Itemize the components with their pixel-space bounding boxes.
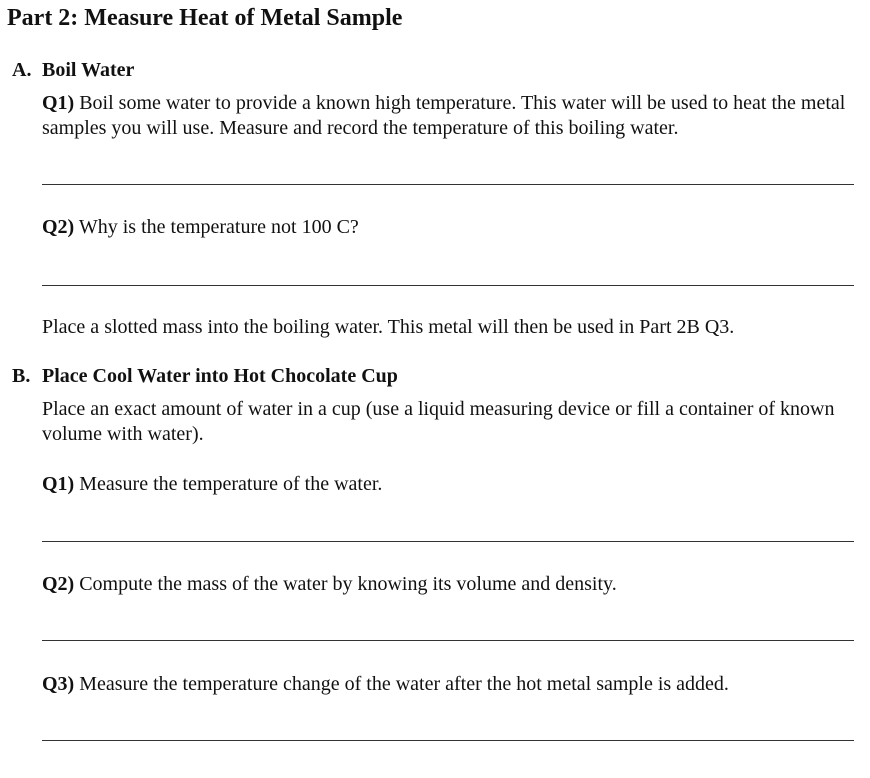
section-a-q2-label: Q2) bbox=[42, 216, 75, 238]
section-a-q1-answer-line[interactable] bbox=[42, 184, 854, 185]
section-b-q1-label: Q1) bbox=[42, 473, 75, 495]
section-b-q2-text: Compute the mass of the water by knowing its volume and density. bbox=[79, 573, 617, 595]
section-b-q3 bbox=[42, 672, 857, 697]
section-b-title: Place Cool Water into Hot Chocolate Cup bbox=[42, 365, 398, 387]
section-b-q3-label: Q3) bbox=[42, 673, 75, 695]
section-a-q2-answer-line[interactable] bbox=[42, 285, 854, 286]
section-b-letter: B. bbox=[12, 365, 31, 387]
section-b-q3-answer-line[interactable] bbox=[42, 740, 854, 741]
part-title: Part 2: Measure Heat of Metal Sample bbox=[7, 5, 403, 31]
section-b-intro: Place an exact amount of water in a cup (use a liquid measuring device or fill a container of known volume with water). bbox=[42, 398, 835, 445]
section-a-q2-text: Why is the temperature not 100 C? bbox=[78, 216, 359, 238]
section-a-q1-text: Boil some water to provide a known high temperature. This water will be used to heat the metal samples you will use. Measure and record the temperature of this boiling water. bbox=[42, 92, 846, 139]
section-b-q1 bbox=[42, 472, 857, 497]
section-a-letter: A. bbox=[12, 59, 32, 81]
section-a-heading bbox=[12, 58, 134, 82]
section-b-heading bbox=[12, 364, 398, 388]
section-b-q1-answer-line[interactable] bbox=[42, 541, 854, 542]
section-b-q2-label: Q2) bbox=[42, 573, 75, 595]
section-a-q1-label: Q1) bbox=[42, 92, 75, 114]
section-b-q2-answer-line[interactable] bbox=[42, 640, 854, 641]
section-a-q1 bbox=[42, 91, 857, 141]
section-b-q2 bbox=[42, 572, 857, 597]
section-a-title: Boil Water bbox=[42, 59, 135, 81]
section-a-note: Place a slotted mass into the boiling water. This metal will then be used in Part 2B Q3. bbox=[42, 316, 735, 338]
section-a-q2 bbox=[42, 215, 857, 240]
section-b-q1-text: Measure the temperature of the water. bbox=[79, 473, 383, 495]
section-b-q3-text: Measure the temperature change of the water after the hot metal sample is added. bbox=[79, 673, 729, 695]
